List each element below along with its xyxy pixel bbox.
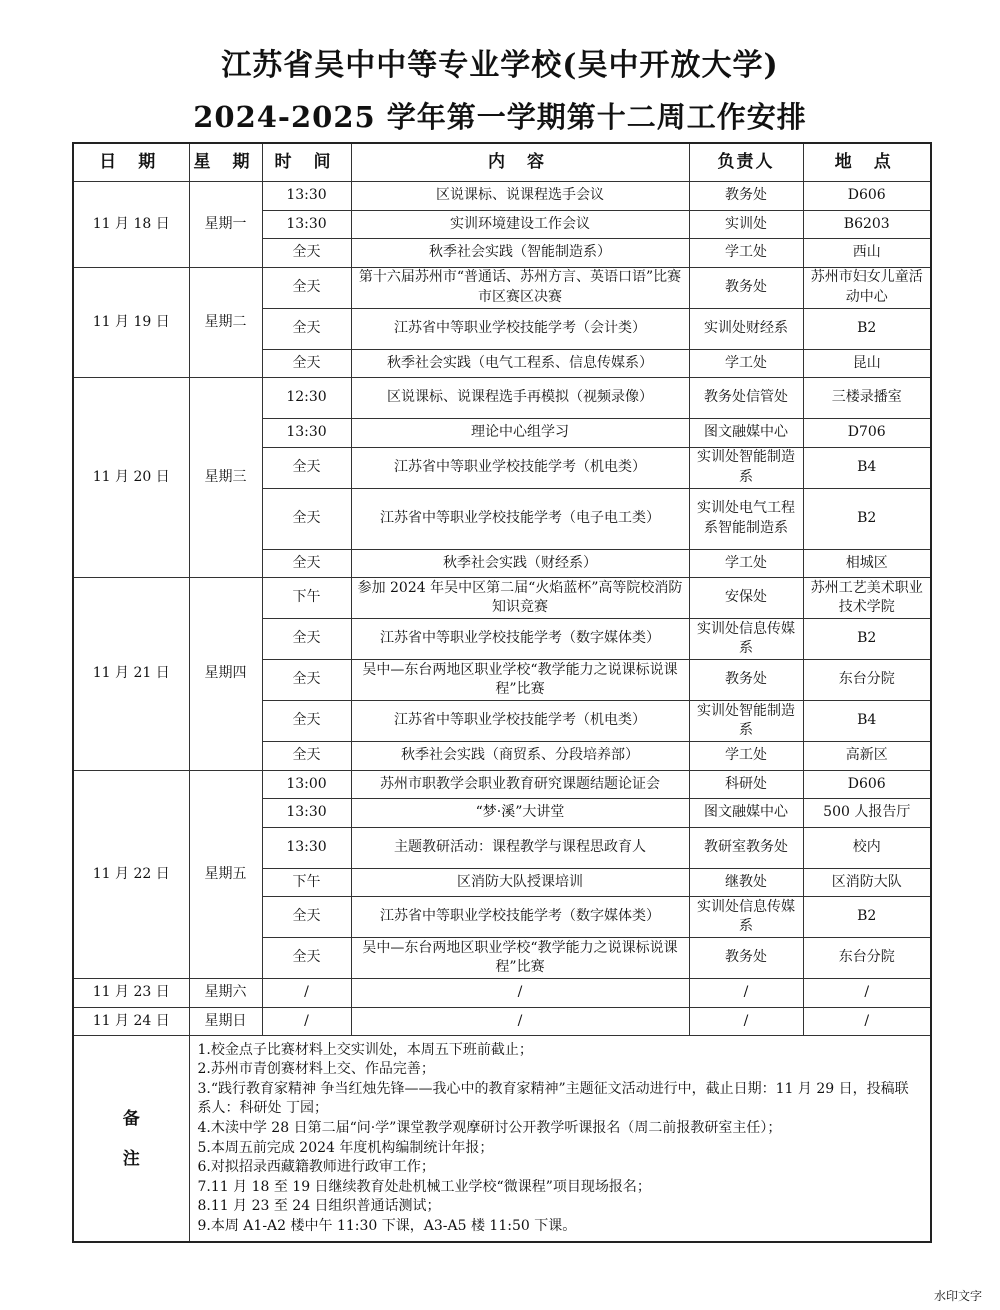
owner-line: 实训处 [697, 898, 739, 915]
remark-item: 8.11 月 23 至 24 日组织普通话测试； [197, 1198, 441, 1215]
owner-cell [689, 578, 803, 619]
table-row [73, 182, 931, 211]
date-cell: 11 月 20 日 [73, 378, 189, 578]
owner-cell [689, 799, 803, 828]
place-line: 东台分院 [838, 671, 895, 688]
date-cell: 11 月 24 日 [73, 1007, 189, 1036]
owner-line: 实训处 [697, 620, 739, 637]
owner-line: 学工处 [725, 354, 767, 371]
col-date-header: 日 期 [73, 143, 189, 182]
remarks-text [189, 1036, 931, 1243]
content-line: 实训环境建设工作会议 [450, 215, 590, 232]
remark-item: 2.苏州市青创赛材料上交、作品完善； [197, 1061, 435, 1078]
place-cell [803, 308, 931, 349]
place-line: D606 [847, 187, 886, 203]
owner-line: 图文融媒中心 [704, 424, 788, 440]
remark-item: 1.校金点子比赛材料上交实训处，本周五下班前截止； [197, 1041, 533, 1058]
date-cell: 11 月 22 日 [73, 770, 189, 979]
col-content-header: 内 容 [351, 143, 689, 182]
place-cell [803, 770, 931, 799]
owner-line: 教研室 [704, 838, 746, 855]
content-line: 第十六届苏州市“普通话、苏州方言、英语口语” [358, 269, 654, 285]
owner-cell [689, 182, 803, 211]
content-cell [351, 239, 689, 268]
owner-cell [689, 660, 803, 701]
content-line: 理论中心组学习 [471, 424, 569, 440]
time-cell: 全天 [262, 488, 351, 549]
time-cell: 全天 [262, 447, 351, 488]
weekday-cell: 星期二 [189, 267, 262, 378]
time-cell: 全天 [262, 742, 351, 771]
owner-line: 学工处 [725, 554, 767, 571]
remarks-label [73, 1036, 189, 1243]
remark-item: 6.对拟招录西藏籍教师进行政审工作； [197, 1159, 435, 1176]
time-cell: 13:30 [262, 419, 351, 448]
owner-line: 教务处 [725, 949, 767, 966]
place-cell [803, 378, 931, 419]
content-line: 江苏省中等职业学校技能学考（机电类） [394, 712, 646, 729]
place-cell [803, 868, 931, 897]
place-line: B2 [857, 509, 877, 526]
owner-line: 学工处 [725, 747, 767, 763]
content-cell [351, 799, 689, 828]
owner-cell [689, 742, 803, 771]
owner-line: / [743, 1012, 749, 1029]
content-line: 秋季社会实践（电气工程系、信息传媒系） [387, 354, 653, 371]
content-cell [351, 770, 689, 799]
owner-cell [689, 1007, 803, 1036]
owner-cell [689, 770, 803, 799]
col-owner-header: 负责人 [689, 143, 803, 182]
time-cell: 13:00 [262, 770, 351, 799]
content-cell [351, 419, 689, 448]
content-cell [351, 447, 689, 488]
table-row [73, 770, 931, 799]
content-line: 区说课标、说课程选手会议 [436, 187, 604, 203]
place-line: 相城区 [845, 554, 888, 571]
date-cell: 11 月 21 日 [73, 578, 189, 771]
page-title: 江苏省吴中中等专业学校(吴中开放大学) [221, 48, 779, 83]
owner-cell [689, 447, 803, 488]
content-line: “教学能力之说课标说课程”比赛 [495, 661, 678, 697]
place-cell [803, 619, 931, 660]
remark-item: 3.“践行教育家精神 争当红烛先锋——我心中的教育家精神”主题征文活动进行中，截止日期：11 月 29 日，投稿联系人：科研处 丁园； [197, 1080, 909, 1117]
content-line: 吴中—东台两地区职业学校 [362, 661, 531, 678]
time-cell: 13:30 [262, 210, 351, 239]
place-cell [803, 578, 931, 619]
content-line: 苏州市职教学会职业教育研究课题结题论证会 [380, 775, 660, 792]
owner-cell [689, 979, 803, 1008]
content-line: 比赛市区赛区决赛 [478, 269, 682, 305]
content-line: / [517, 984, 523, 1000]
content-line: 江苏省中等职业学校技能学考（数字媒体类） [380, 630, 660, 647]
time-cell: 全天 [262, 938, 351, 979]
owner-cell [689, 488, 803, 549]
col-place-header: 地 点 [803, 143, 931, 182]
place-cell [803, 239, 931, 268]
content-cell [351, 1007, 689, 1036]
place-line: B4 [857, 458, 877, 475]
weekday-cell: 星期四 [189, 578, 262, 771]
time-cell: 全天 [262, 701, 351, 742]
content-line: “教学能力之说课标说课程”比赛 [495, 939, 678, 975]
place-cell [803, 419, 931, 448]
content-cell [351, 979, 689, 1008]
content-line: 消防知识竞赛 [492, 579, 683, 615]
time-cell: 全天 [262, 660, 351, 701]
col-time-header: 时 间 [262, 143, 351, 182]
time-cell: 全天 [262, 267, 351, 308]
schedule-table [72, 142, 932, 1243]
remarks-label-2: 注 [122, 1148, 140, 1169]
watermark: 水印文字 [933, 1289, 982, 1303]
place-line: 东台分院 [838, 949, 895, 966]
table-row [73, 378, 931, 419]
content-line: 区消防大队授课培训 [457, 873, 583, 890]
owner-cell [689, 897, 803, 938]
owner-cell [689, 378, 803, 419]
content-line: / [517, 1012, 523, 1029]
time-cell: 全天 [262, 308, 351, 349]
owner-cell [689, 549, 803, 578]
owner-cell [689, 619, 803, 660]
place-cell [803, 210, 931, 239]
place-line: 三楼录播室 [831, 389, 902, 406]
owner-line: 智能制造系 [739, 702, 795, 738]
header-row [73, 143, 931, 182]
time-cell: 13:30 [262, 799, 351, 828]
table-row [73, 979, 931, 1008]
place-cell [803, 938, 931, 979]
owner-line: 实训处 [704, 319, 746, 336]
place-cell [803, 701, 931, 742]
weekday-cell: 星期三 [189, 378, 262, 578]
owner-line: / [743, 984, 749, 1000]
content-cell [351, 701, 689, 742]
weekday-cell: 星期一 [189, 182, 262, 268]
place-line: B2 [857, 319, 877, 336]
owner-line: 学工处 [725, 244, 767, 260]
place-line: B6203 [843, 215, 890, 232]
date-cell: 11 月 18 日 [73, 182, 189, 268]
time-cell: 13:30 [262, 182, 351, 211]
place-cell [803, 897, 931, 938]
place-line: D606 [847, 775, 886, 792]
remark-item: 4.木渎中学 28 日第二届“问·学”课堂教学观摩研讨公开教学听课报名（周二前报教研室主任）； [197, 1119, 782, 1136]
place-line: 苏州工艺美术职 [810, 579, 909, 596]
time-cell: 全天 [262, 239, 351, 268]
content-line: “梦·溪”大讲堂 [475, 804, 565, 820]
date-cell: 11 月 23 日 [73, 979, 189, 1008]
place-line: 业技术学院 [838, 579, 923, 615]
remarks-row [73, 1036, 931, 1243]
table-row [73, 1007, 931, 1036]
place-cell [803, 447, 931, 488]
remarks-label-1: 备 [122, 1108, 140, 1129]
content-cell [351, 308, 689, 349]
content-line: 江苏省中等职业学校技能学考（电子电工类） [380, 509, 660, 526]
time-cell: 下午 [262, 578, 351, 619]
place-line: D706 [847, 424, 886, 440]
place-cell [803, 488, 931, 549]
place-cell [803, 349, 931, 378]
place-line: 昆山 [852, 354, 881, 371]
content-line: 江苏省中等职业学校技能学考（会计类） [394, 319, 646, 336]
owner-line: 教务处 [704, 389, 746, 406]
time-cell: 下午 [262, 868, 351, 897]
content-cell [351, 938, 689, 979]
content-cell [351, 210, 689, 239]
content-cell [351, 349, 689, 378]
content-line: 秋季社会实践（智能制造系） [429, 244, 611, 260]
time-cell: 全天 [262, 349, 351, 378]
date-cell: 11 月 19 日 [73, 267, 189, 378]
place-line: 西山 [852, 244, 881, 260]
owner-cell [689, 349, 803, 378]
content-line: 参加 2024 年吴中区第二届“火焰蓝杯”高等院校 [357, 579, 655, 596]
col-weekday-header: 星 期 [189, 143, 262, 182]
owner-line: 信息传媒系 [739, 620, 795, 656]
owner-line: 实训处 [725, 215, 767, 232]
content-cell [351, 578, 689, 619]
content-cell [351, 488, 689, 549]
place-cell [803, 182, 931, 211]
owner-line: 科研处 [725, 775, 767, 792]
content-line: 秋季社会实践（财经系） [443, 554, 597, 571]
owner-cell [689, 308, 803, 349]
owner-line: 安保处 [725, 589, 767, 606]
place-line: 区消防大队 [831, 873, 902, 890]
place-cell [803, 979, 931, 1008]
place-line: / [864, 1012, 870, 1029]
content-line: 区说课标、说课程选手再模拟（视频录像） [387, 389, 653, 406]
owner-cell [689, 701, 803, 742]
owner-cell [689, 267, 803, 308]
place-cell [803, 827, 931, 868]
place-cell [803, 549, 931, 578]
table-row [73, 267, 931, 308]
content-cell [351, 742, 689, 771]
owner-line: 图文融媒中心 [704, 804, 788, 820]
content-cell [351, 660, 689, 701]
owner-line: 实训处 [697, 702, 739, 719]
owner-cell [689, 868, 803, 897]
owner-line: 信息传媒系 [739, 898, 795, 934]
content-cell [351, 549, 689, 578]
time-cell: 全天 [262, 897, 351, 938]
owner-line: 财经系 [746, 319, 788, 336]
content-cell [351, 619, 689, 660]
owner-cell [689, 938, 803, 979]
content-cell [351, 267, 689, 308]
place-cell [803, 267, 931, 308]
owner-line: 实训处 [697, 500, 739, 516]
time-cell: / [262, 979, 351, 1008]
content-cell [351, 897, 689, 938]
time-cell: 13:30 [262, 827, 351, 868]
content-line: 江苏省中等职业学校技能学考（机电类） [394, 458, 646, 475]
time-cell: 全天 [262, 549, 351, 578]
owner-line: 智能制造系 [718, 519, 788, 536]
weekday-cell: 星期六 [189, 979, 262, 1008]
owner-cell [689, 239, 803, 268]
owner-cell [689, 827, 803, 868]
remark-item: 7.11 月 18 至 19 日继续教育处赴机械工业学校“微课程”项目现场报名； [197, 1178, 651, 1195]
content-line: 吴中—东台两地区职业学校 [362, 939, 531, 956]
time-cell: 全天 [262, 619, 351, 660]
place-cell [803, 660, 931, 701]
place-line: B2 [857, 908, 877, 925]
owner-line: 实训处 [697, 449, 739, 465]
weekday-cell: 星期五 [189, 770, 262, 979]
time-cell: 12:30 [262, 378, 351, 419]
owner-line: 智能制造系 [739, 449, 795, 485]
place-line: 活动中心 [845, 269, 923, 305]
owner-cell [689, 210, 803, 239]
place-cell [803, 1007, 931, 1036]
owner-line: 教务处 [725, 278, 767, 295]
place-line: 高新区 [845, 747, 888, 763]
remark-item: 9.本周 A1-A2 楼中午 11:30 下课，A3-A5 楼 11:50 下课。 [197, 1217, 577, 1234]
place-cell [803, 799, 931, 828]
content-line: 江苏省中等职业学校技能学考（数字媒体类） [380, 908, 660, 925]
content-line: 主题教研活动：课程教学与课程思政育人 [394, 838, 646, 855]
content-line: 秋季社会实践（商贸系、分段培养部） [401, 747, 639, 763]
place-line: / [864, 984, 870, 1000]
owner-line: 信管处 [746, 389, 788, 406]
place-line: B4 [857, 712, 877, 729]
place-cell [803, 742, 931, 771]
page-subtitle: 2024-2025 学年第一学期第十二周工作安排 [193, 100, 807, 134]
owner-line: 电气工程系 [704, 500, 795, 536]
weekday-cell: 星期日 [189, 1007, 262, 1036]
owner-line: 教务处 [725, 671, 767, 688]
content-cell [351, 868, 689, 897]
place-line: 500 人报告厅 [823, 804, 911, 820]
time-cell: / [262, 1007, 351, 1036]
owner-cell [689, 419, 803, 448]
content-cell [351, 182, 689, 211]
owner-line: 继教处 [725, 873, 767, 890]
content-cell [351, 378, 689, 419]
place-line: 苏州市妇女儿童 [810, 269, 909, 285]
remark-item: 5.本周五前完成 2024 年度机构编制统计年报； [197, 1139, 494, 1156]
table-row [73, 578, 931, 619]
content-cell [351, 827, 689, 868]
place-line: 校内 [852, 838, 881, 855]
place-line: B2 [857, 630, 877, 647]
owner-line: 教务处 [746, 838, 788, 855]
owner-line: 教务处 [725, 187, 767, 203]
